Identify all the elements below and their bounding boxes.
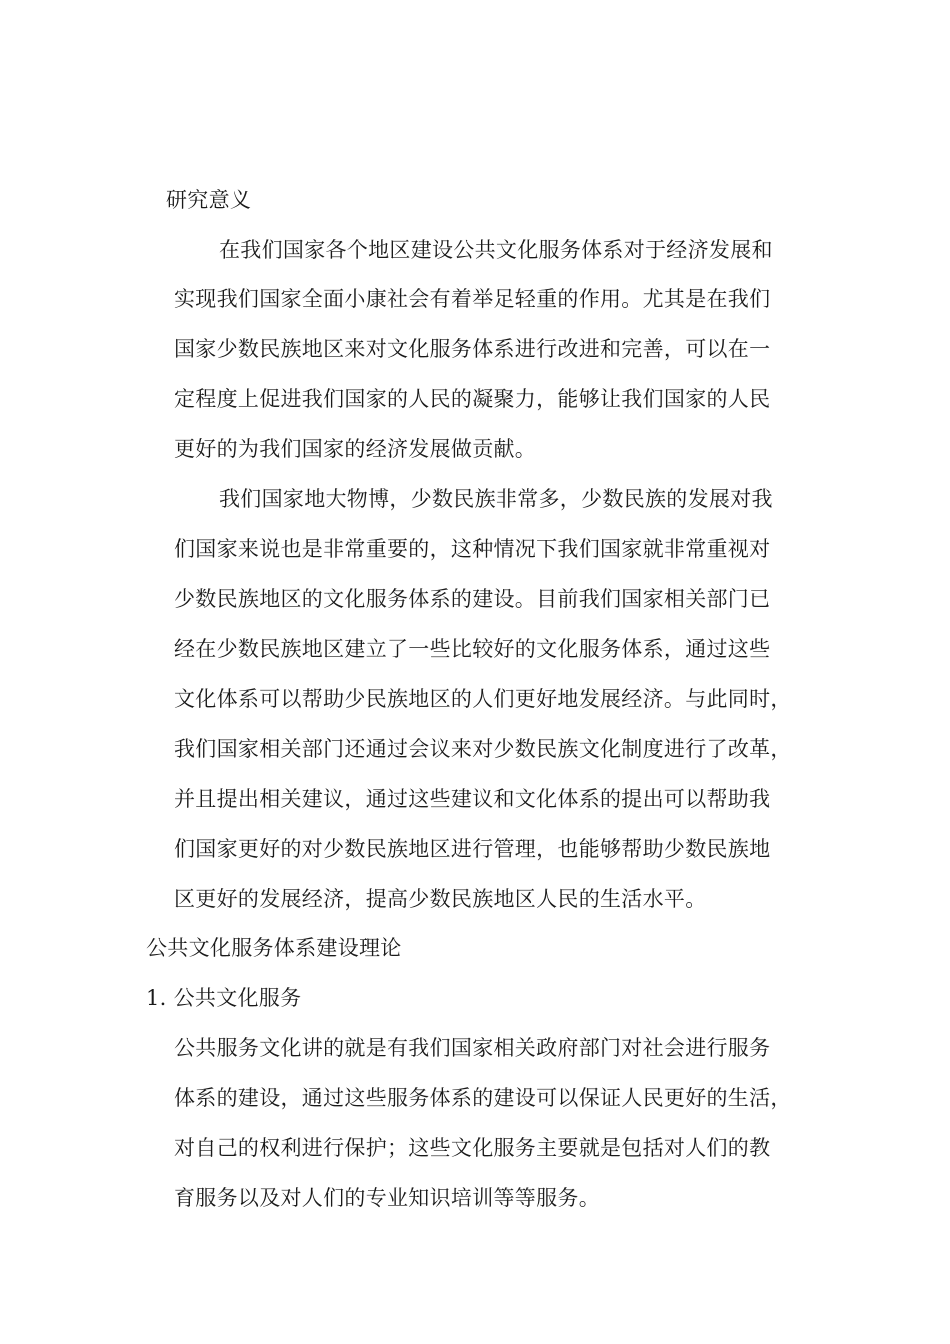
paragraph-line: 更好的为我们国家的经济发展做贡献。 [174,437,537,461]
paragraph-line: 体系的建设，通过这些服务体系的建设可以保证人民更好的生活， [174,1086,792,1110]
paragraph-line: 育服务以及对人们的专业知识培训等等服务。 [174,1186,600,1210]
paragraph-line: 并且提出相关建议，通过这些建议和文化体系的提出可以帮助我 [174,787,771,811]
paragraph-line: 区更好的发展经济，提高少数民族地区人民的生活水平。 [174,887,707,911]
paragraph-line: 们国家来说也是非常重要的，这种情况下我们国家就非常重视对 [174,537,771,561]
heading-research-significance: 研究意义 [166,188,252,212]
paragraph-line: 在我们国家各个地区建设公共文化服务体系对于经济发展和 [219,238,773,262]
paragraph-line: 公共服务文化讲的就是有我们国家相关政府部门对社会进行服务 [174,1036,771,1060]
paragraph-line: 我们国家地大物博，少数民族非常多，少数民族的发展对我 [219,487,773,511]
section-title: 公共文化服务体系建设理论 [146,936,402,960]
paragraph-line: 定程度上促进我们国家的人民的凝聚力，能够让我们国家的人民 [174,387,771,411]
subsection-title: 1. 公共文化服务 [146,986,302,1010]
paragraph-line: 文化体系可以帮助少民族地区的人们更好地发展经济。与此同时， [174,687,792,711]
paragraph-line: 们国家更好的对少数民族地区进行管理，也能够帮助少数民族地 [174,837,771,861]
paragraph-line: 国家少数民族地区来对文化服务体系进行改进和完善，可以在一 [174,337,771,361]
paragraph-line: 对自己的权利进行保护；这些文化服务主要就是包括对人们的教 [174,1136,771,1160]
paragraph-line: 经在少数民族地区建立了一些比较好的文化服务体系，通过这些 [174,637,771,661]
paragraph-line: 我们国家相关部门还通过会议来对少数民族文化制度进行了改革， [174,737,792,761]
paragraph-line: 实现我们国家全面小康社会有着举足轻重的作用。尤其是在我们 [174,287,771,311]
paragraph-line: 少数民族地区的文化服务体系的建设。目前我们国家相关部门已 [174,587,771,611]
